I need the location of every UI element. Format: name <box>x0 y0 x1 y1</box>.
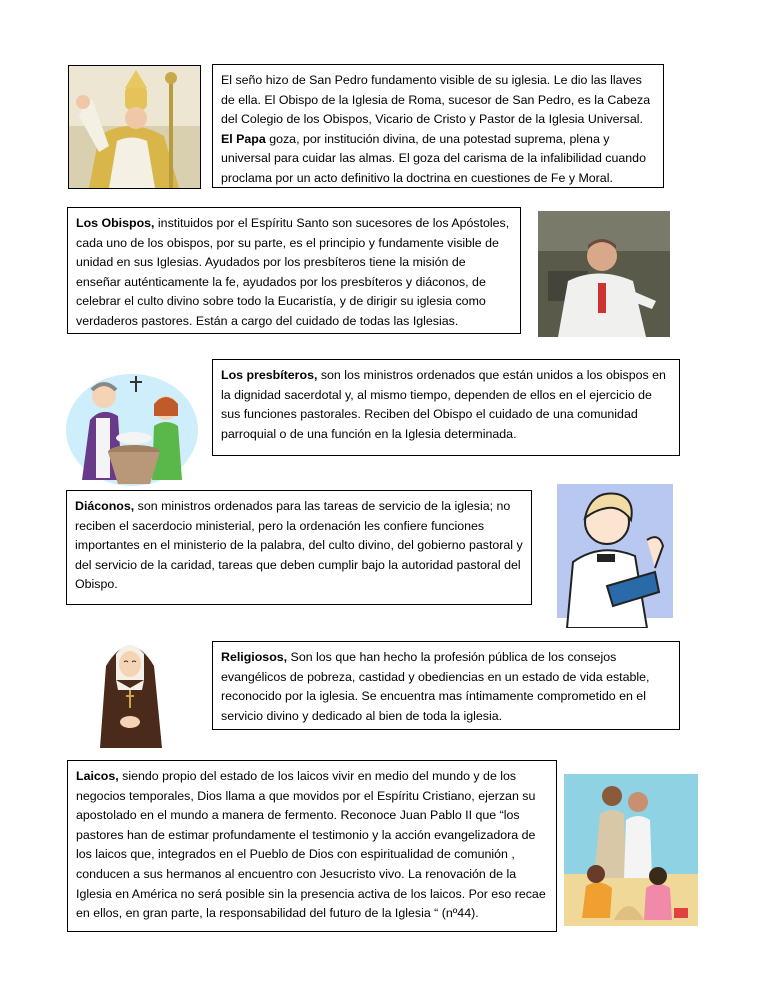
laicos-box <box>67 760 557 932</box>
papa-text2: goza, por institución divina, de una potestad suprema, plena y universal para cuidar las almas. El goza del carisma de la infalibilidad cuando proclama por un acto definitivo la doctrina en cuestiones de Fe y Moral. <box>221 131 646 185</box>
laicos-text: siendo propio del estado de los laicos vivir en medio del mundo y de los negocios temporales, Dios llama a que movidos por el Espíritu Cristiano, ejerzan su apostolado en el mundo a manera de fermento. Reconoce Juan Pablo II que “los pastores han de estimar profundamente el testimonio y la acción evangelizadora de los laicos que, integrados en el Pueblo de Dios con espiritualidad de comunión , conducen a sus hermanos al encuentro con Jesucristo vivo. La renovación de la Iglesia en América no será posible sin la presencia activa de los laicos. Por eso recae en ellos, en gran parte, la responsabilidad del futuro de la Iglesia “ (nº44). <box>76 769 546 921</box>
diaconos-text: son ministros ordenados para las tareas de servicio de la iglesia; no reciben el sacerdocio ministerial, pero la ordenación les confiere funciones importantes en el ministerio de la palabra, del culto divino, del gobierno pastoral y del servicio de la caridad, tareas que deben cumplir bajo la autoridad pastoral del Obispo. <box>75 499 523 592</box>
laicos-lead: Laicos, <box>76 769 119 783</box>
papa-box <box>212 64 664 188</box>
baptism-clipart <box>62 360 200 488</box>
religiosos-box <box>212 641 680 730</box>
papa-text: El seño hizo de San Pedro fundamento visible de su iglesia. Le dio las llaves de ella. El Obispo de la Iglesia de Roma, sucesor de San Pedro, es la Cabeza del Colegio de los Obispos, Vicario de Cristo y Pastor de la Iglesia Universal. <box>221 73 651 127</box>
religiosos-lead: Religiosos, <box>221 650 288 664</box>
presbiteros-box <box>212 359 680 456</box>
nun-clipart <box>92 626 168 748</box>
obispos-lead: Los Obispos, <box>76 216 155 230</box>
papa-lead: El Papa <box>221 131 266 146</box>
presbiteros-lead: Los presbíteros, <box>221 368 318 382</box>
deacon-clipart <box>551 476 683 628</box>
presbiteros-text: son los ministros ordenados que están unidos a los obispos en la dignidad sacerdotal y, al mismo tiempo, dependen de ellos en el ejercicio de sus funciones pastorales. Reciben del Obispo el cuidado de una comunidad parroquial o de una función en la Iglesia determinada. <box>221 368 666 441</box>
family-clipart <box>564 774 698 926</box>
obispos-text: instituidos por el Espíritu Santo son sucesores de los Apóstoles, cada uno de los obispos, por su parte, es el principio y fundamente visible de unidad en sus Iglesias. Ayudados por los presbíteros tiene la misión de enseñar auténticamente la fe, ayudados por los presbíteros y diáconos, de celebrar el culto divino sobre todo la Eucaristía, y de dirigir su iglesia como verdaderos pastores. Están a cargo del cuidado de todas las Iglesias. <box>76 216 510 328</box>
diaconos-box <box>66 490 532 605</box>
pope-photo <box>68 65 201 189</box>
diaconos-lead: Diáconos, <box>75 499 135 513</box>
religiosos-text: Son los que han hecho la profesión pública de los consejos evangélicos de pobreza, castidad y obediencias en un estado de vida estable, reconocido por la iglesia. Se encuentra mas íntimamente comprometido en el servicio divino y dedicado al bien de toda la iglesia. <box>221 650 650 723</box>
obispos-box <box>67 207 521 334</box>
bishop-photo <box>538 211 670 337</box>
